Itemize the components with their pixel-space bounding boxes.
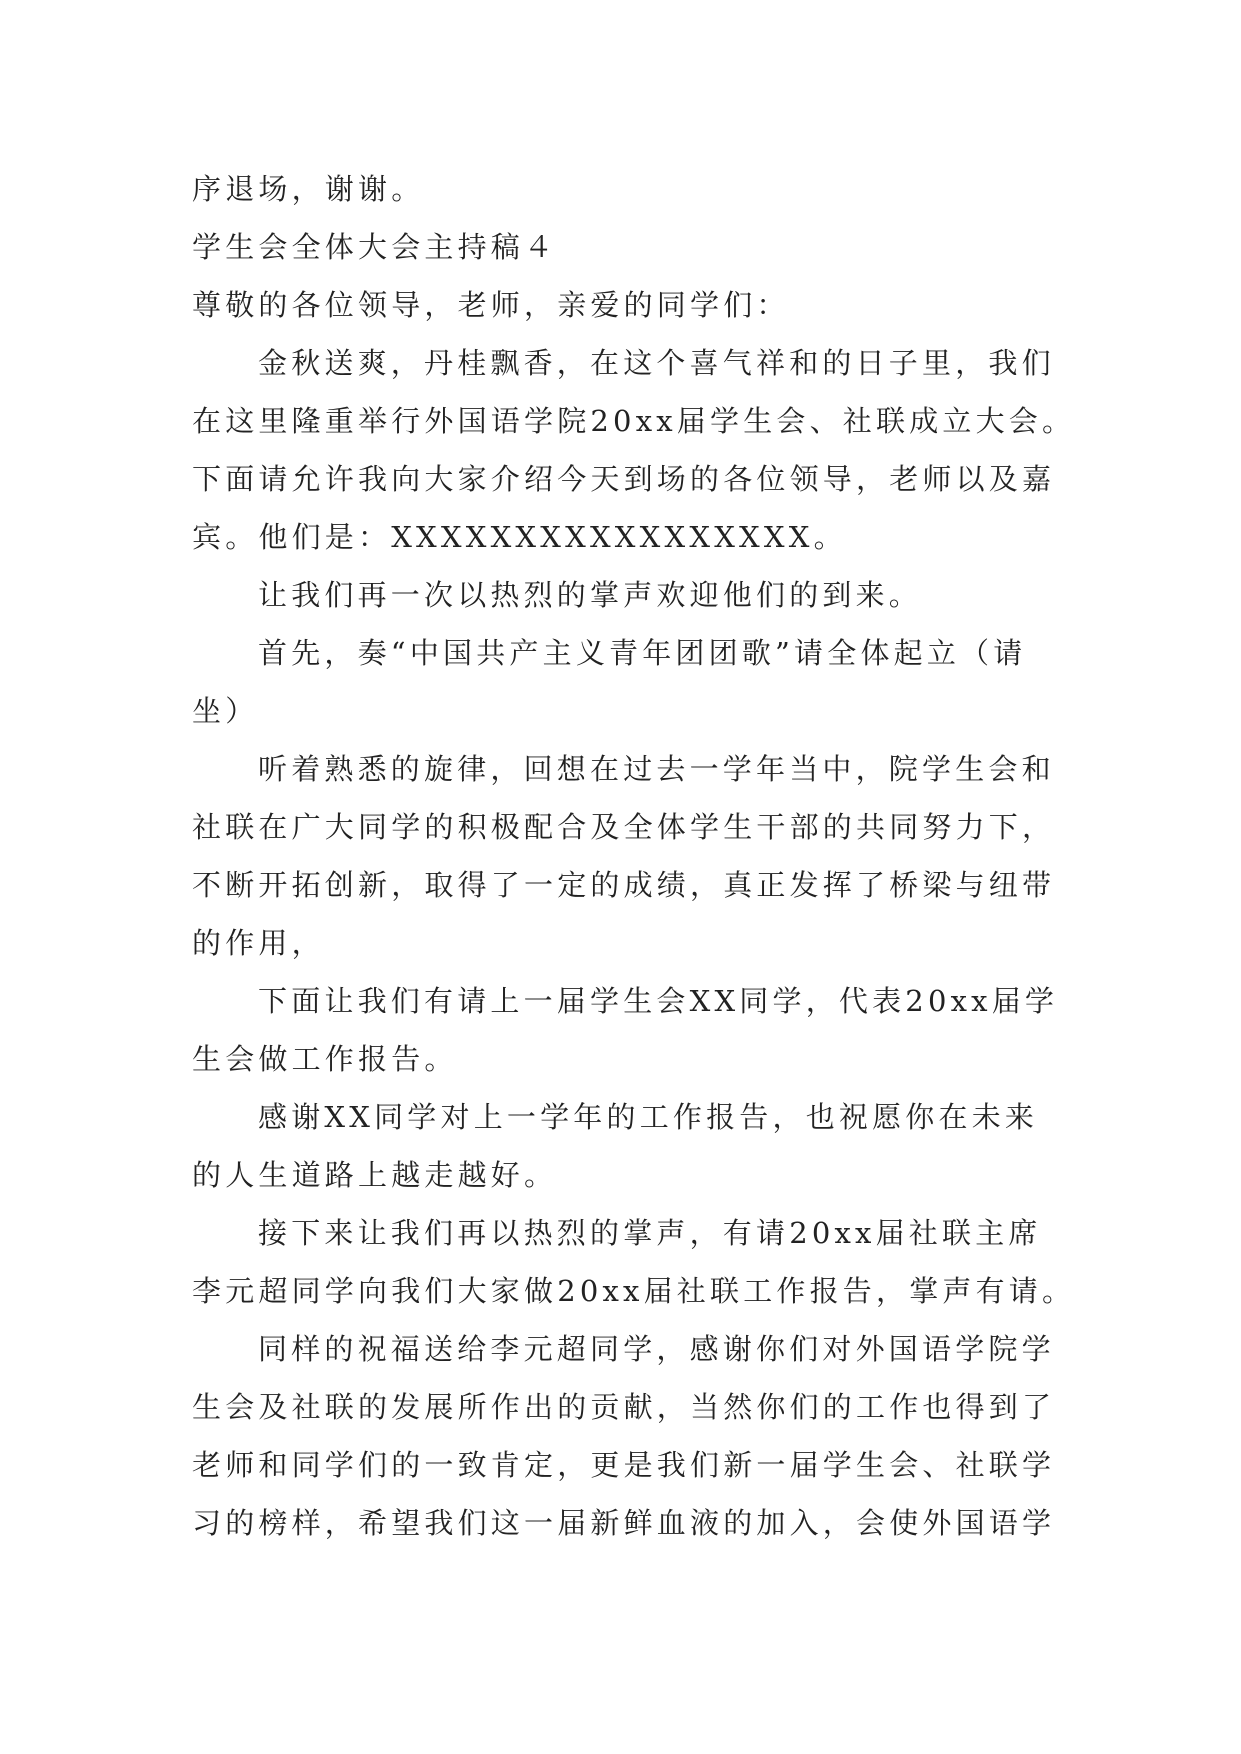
text-line: 同样的祝福送给李元超同学，感谢你们对外国语学院学 [258, 1332, 1055, 1366]
text-line: 李元超同学向我们大家做20xx届社联工作报告，掌声有请。 [192, 1274, 1076, 1308]
document-page [192, 160, 1076, 1552]
text-line: 的人生道路上越走越好。 [192, 1158, 558, 1192]
text-line: 下面请允许我向大家介绍今天到场的各位领导，老师以及嘉 [192, 462, 1056, 496]
text-line: 社联在广大同学的积极配合及全体学生干部的共同努力下， [192, 810, 1056, 844]
text-line: 习的榜样，希望我们这一届新鲜血液的加入，会使外国语学 [192, 1506, 1056, 1540]
text-line: 老师和同学们的一致肯定，更是我们新一届学生会、社联学 [192, 1448, 1056, 1482]
text-line: 序退场，谢谢。 [192, 172, 425, 206]
text-line: 生会做工作报告。 [192, 1042, 458, 1076]
text-line: 在这里隆重举行外国语学院20xx届学生会、社联成立大会。 [192, 404, 1076, 438]
section-title: 学生会全体大会主持稿４ [192, 230, 558, 264]
salutation: 尊敬的各位领导，老师，亲爱的同学们： [192, 288, 790, 322]
text-line: 首先，奏“中国共产主义青年团团歌”请全体起立（请 [258, 636, 1027, 670]
text-line: 生会及社联的发展所作出的贡献，当然你们的工作也得到了 [192, 1390, 1056, 1424]
text-line: 宾。他们是：XXXXXXXXXXXXXXXXX。 [192, 520, 847, 554]
text-line: 听着熟悉的旋律，回想在过去一学年当中，院学生会和 [258, 752, 1055, 786]
text-line: 接下来让我们再以热烈的掌声，有请20xx届社联主席 [258, 1216, 1042, 1250]
text-line: 让我们再一次以热烈的掌声欢迎他们的到来。 [258, 578, 923, 612]
text-line: 不断开拓创新，取得了一定的成绩，真正发挥了桥梁与纽带 [192, 868, 1056, 902]
text-line: 金秋送爽，丹桂飘香，在这个喜气祥和的日子里，我们 [258, 346, 1055, 380]
text-line: 感谢XX同学对上一学年的工作报告，也祝愿你在未来 [258, 1100, 1039, 1134]
text-line: 坐） [192, 694, 259, 728]
text-line: 的作用， [192, 926, 325, 960]
text-line: 下面让我们有请上一届学生会XX同学，代表20xx届学 [258, 984, 1059, 1018]
